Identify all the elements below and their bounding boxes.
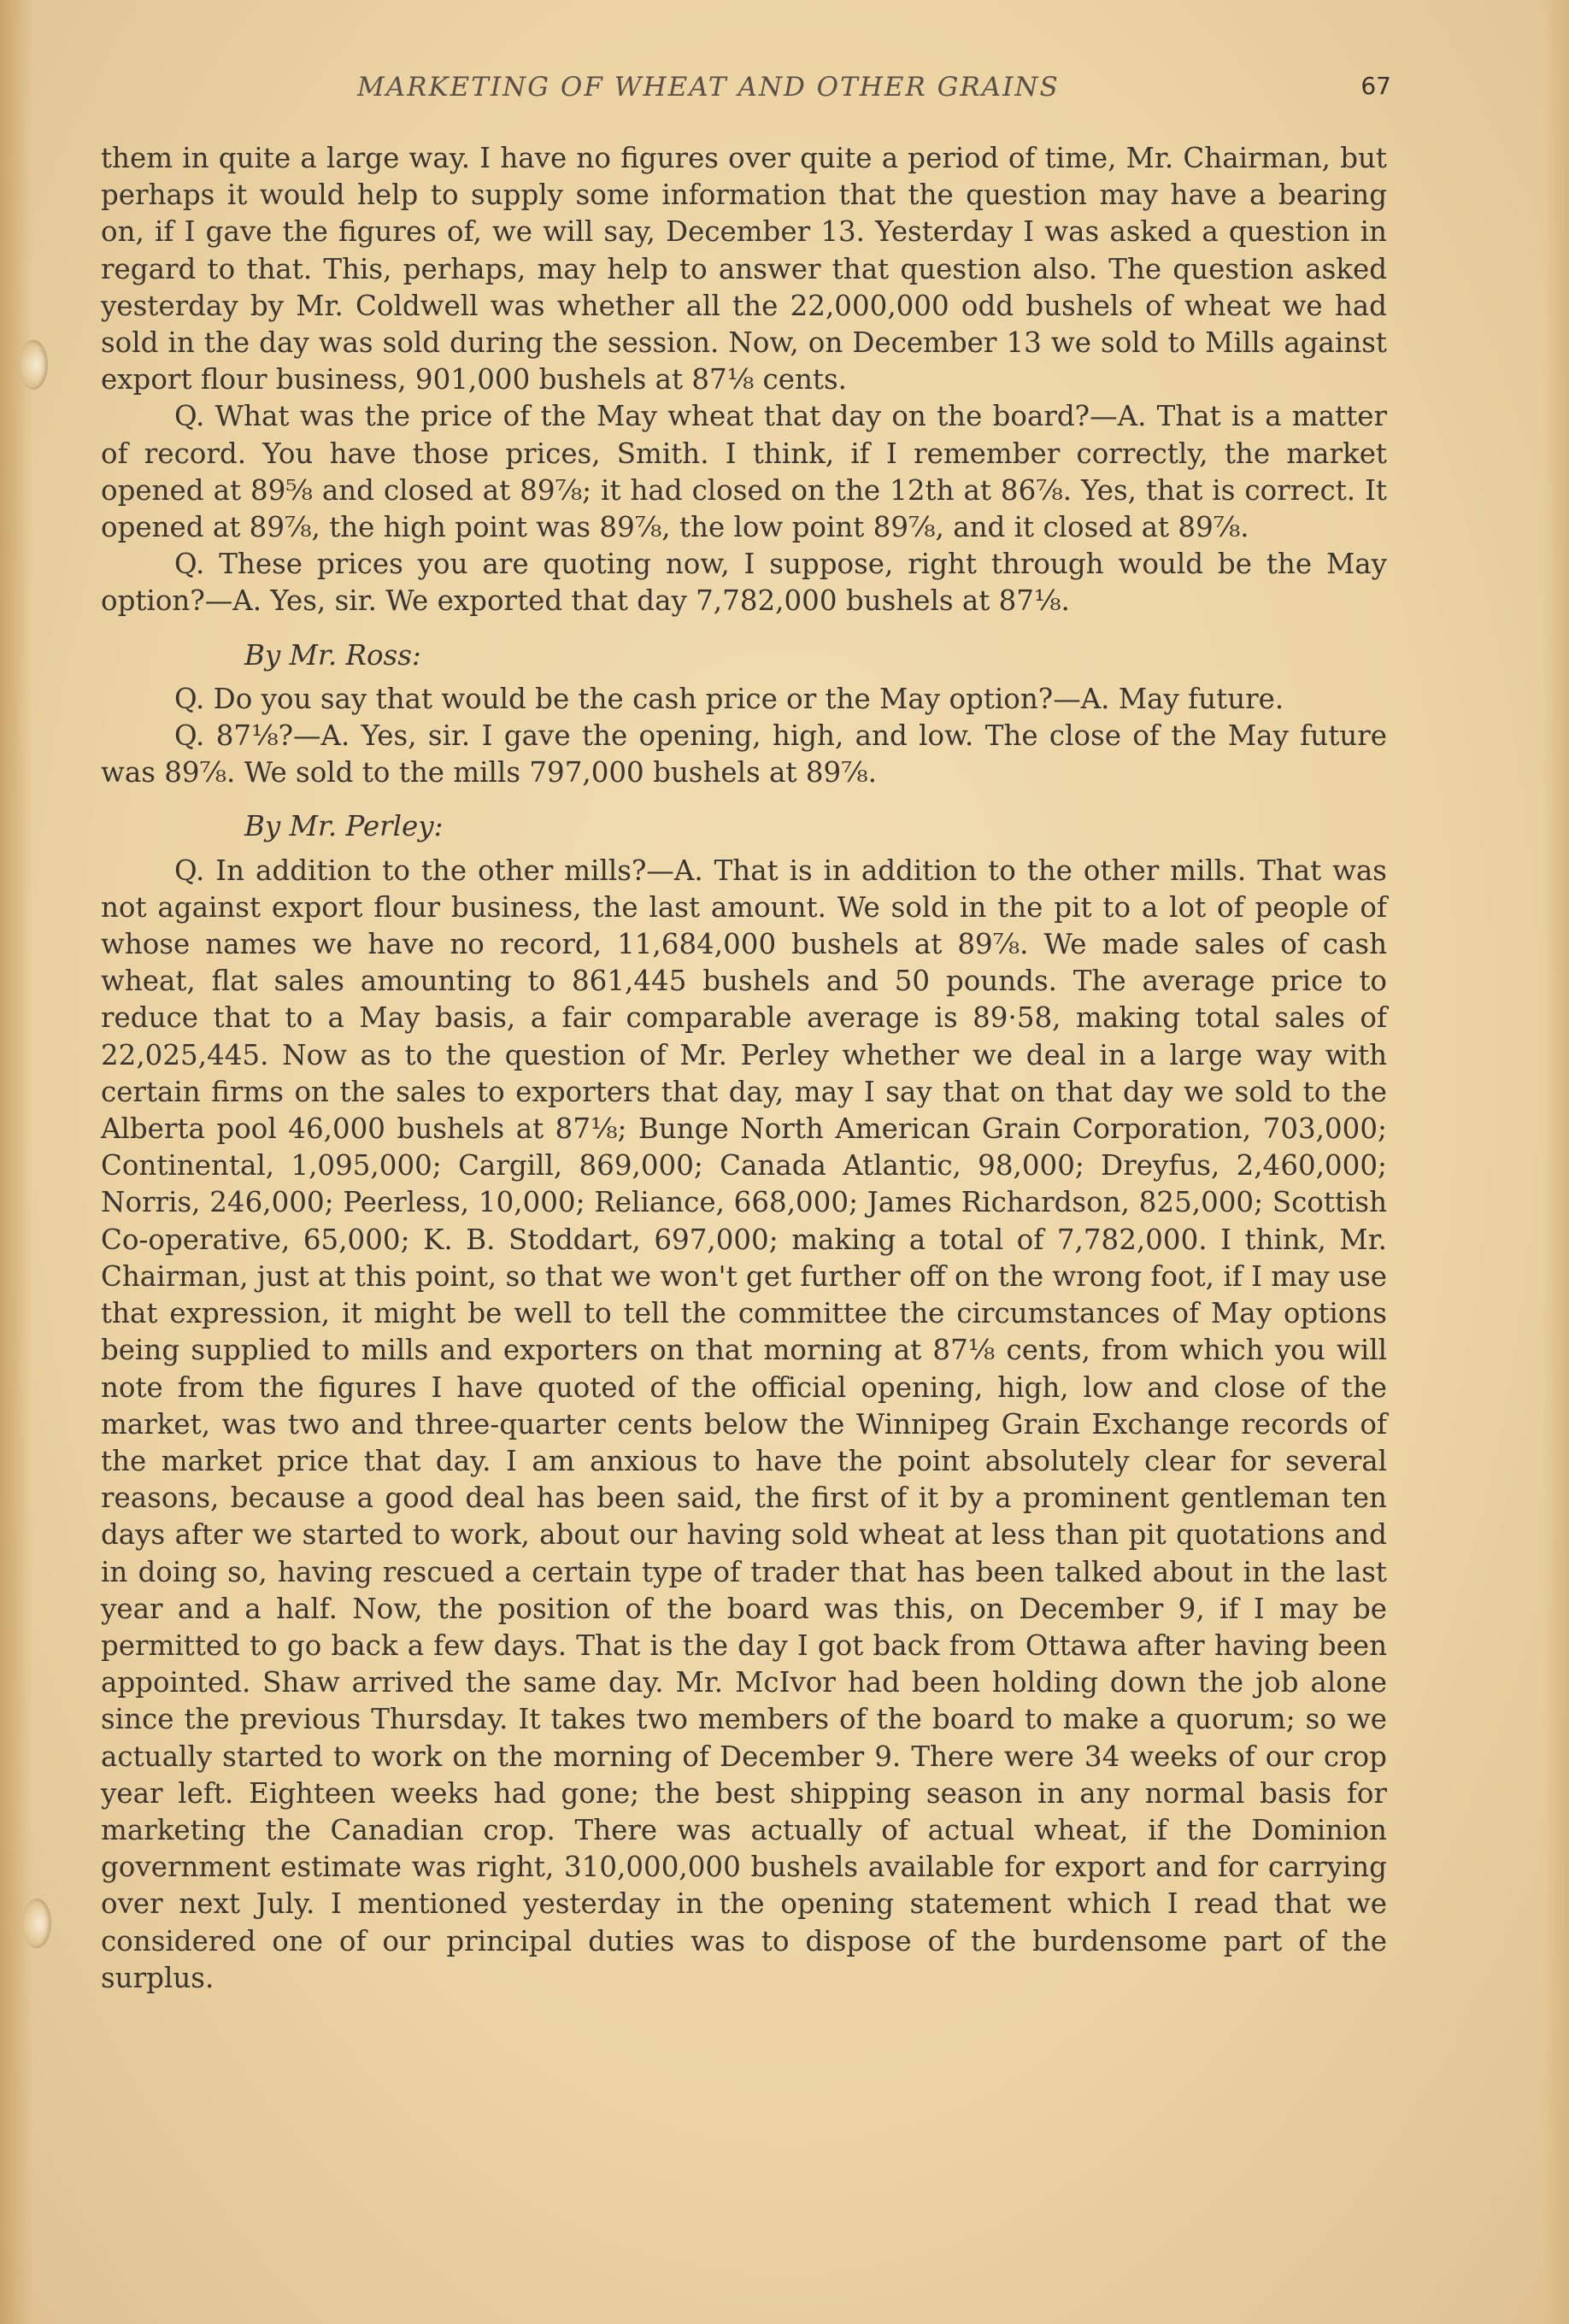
paragraph-question-may-wheat: Q. What was the price of the May wheat that day on the board?—A. That is a matter of record. You have those prices, Smith. I think, if I remember correctly, the market opened at 89⅝ and closed at 89⅞; it had closed on the 12th at 86⅞. Yes, that is correct. It opened at 89⅞, the high point was 89⅞, the low point 89⅞, and it closed at 89⅞. [101,400,1387,544]
paragraph-question-cash-price: Q. Do you say that would be the cash price or the May option?—A. May future. [174,682,1284,715]
page-number: 67 [1360,72,1391,100]
body-text [101,140,1387,1997]
speaker-heading-ross: By Mr. Ross: [244,638,421,672]
paragraph-question-other-mills: Q. In addition to the other mills?—A. That is in addition to the other mills. That was not against export flour business, the last amount. We sold in the pit to a lot of people of whose names we have no record, 11,684,000 bushels at 89⅞. We made sales of cash wheat, flat sales amounting to 861,445 bushels and 50 pounds. The average price to reduce that to a May basis, a fair comparable average is 89·58, making total sales of 22,025,445. Now as to the question of Mr. Perley whether we deal in a large way with certain firms on the sales to exporters that day, may I say that on that day we sold to the Alberta pool 46,000 bushels at 87⅛; Bunge North American Grain Corporation, 703,000; Continental, 1,095,000; Cargill, 869,000; Canada Atlantic, 98,000; Dreyfus, 2,460,000; Norris, 246,000; Peerless, 10,000; Reliance, 668,000; James Richardson, 825,000; Scottish Co-operative, 65,000; K. B. Stoddart, 697,000; making a total of 7,782,000. I think, Mr. Chairman, just at this point, so that we won't get further off on the wrong foot, if I may use that expression, it might be well to tell the committee the circumstances of May options being supplied to mills and exporters on that morning at 87⅛ cents, from which you will note from the figures I have quoted of the official opening, high, low and close of the market, was two and three-quarter cents below the Winnipeg Grain Exchange records of the market price that day. I am anxious to have the point absolutely clear for several reasons, because a good deal has been said, the first of it by a prominent gentleman ten days after we started to work, about our having sold wheat at less than pit quotations and in doing so, having rescued a certain type of trader that has been talked about in the last year and a half. Now, the position of the board was this, on December 9, if I may be permitted to go back a few days. That is the day I got back from Ottawa after having been appointed. Shaw arrived the same day. Mr. McIvor had been holding down the job alone since the previous Thursday. It takes two members of the board to make a quorum; so we actually started to work on the morning of December 9. There were 34 weeks of our crop year left. Eighteen weeks had gone; the best shipping season in any normal basis for marketing the Canadian crop. There was actually of actual wheat, if the Dominion government estimate was right, 310,000,000 bushels available for export and for carrying over next July. I mentioned yesterday in the opening statement which I read that we considered one of our principal duties was to dispose of the burdensome part of the surplus. [101,854,1387,1994]
paragraph-question-may-option: Q. These prices you are quoting now, I suppose, right through would be the May option?—A. Yes, sir. We exported that day 7,782,000 bushels at 87⅛. [101,548,1387,618]
page-edge-shadow-right [1543,0,1569,2324]
binding-hole-top [19,340,48,390]
binding-hole-bottom [22,1899,51,1948]
running-header [101,72,1391,114]
paragraph-question-87: Q. 87⅛?—A. Yes, sir. I gave the opening, high, and low. The close of the May future was 89⅞. We sold to the mills 797,000 bushels at 89⅞. [101,719,1387,789]
running-title: MARKETING OF WHEAT AND OTHER GRAINS [357,72,1060,103]
speaker-heading-perley: By Mr. Perley: [244,810,444,843]
paragraph-continuation: them in quite a large way. I have no figures over quite a period of time, Mr. Chairman, but perhaps it would help to supply some information that the question may have a bearing on, if I gave the figures of, we will say, December 13. Yesterday I was asked a question in regard to that. This, perhaps, may help to answer that question also. The question asked yesterday by Mr. Coldwell was whether all the 22,000,000 odd bushels of wheat we had sold in the day was sold during the session. Now, on December 13 we sold to Mills against export flour business, 901,000 bushels at 87⅛ cents. [101,142,1387,396]
